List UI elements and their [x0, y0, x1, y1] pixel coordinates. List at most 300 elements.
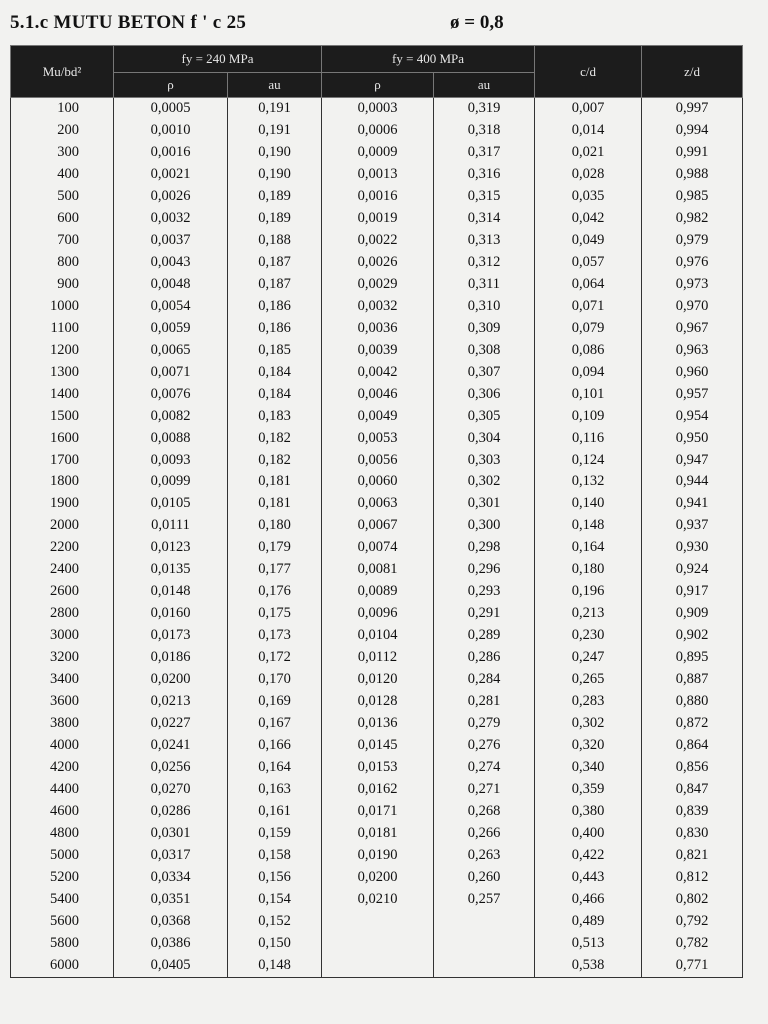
cell-mu: 2600 [11, 581, 114, 603]
cell-mu: 1100 [11, 318, 114, 340]
cell-rho-240: 0,0241 [114, 735, 228, 757]
cell-rho-400: 0,0049 [322, 406, 434, 428]
cell-rho-240: 0,0123 [114, 537, 228, 559]
cell-cd: 0,213 [535, 603, 642, 625]
cell-rho-400: 0,0036 [322, 318, 434, 340]
cell-zd: 0,771 [642, 955, 743, 977]
cell-au-400: 0,291 [434, 603, 535, 625]
table-row [11, 515, 743, 537]
table-row [11, 581, 743, 603]
cell-au-240: 0,156 [228, 867, 322, 889]
table-row [11, 142, 743, 164]
cell-cd: 0,109 [535, 406, 642, 428]
cell-au-240: 0,190 [228, 164, 322, 186]
cell-mu: 1000 [11, 296, 114, 318]
cell-mu: 600 [11, 208, 114, 230]
cell-au-240: 0,179 [228, 537, 322, 559]
col-header-au-240: au [228, 73, 322, 98]
table-row [11, 230, 743, 252]
cell-rho-400: 0,0026 [322, 252, 434, 274]
cell-zd: 0,994 [642, 120, 743, 142]
cell-au-240: 0,190 [228, 142, 322, 164]
cell-rho-400: 0,0190 [322, 845, 434, 867]
cell-cd: 0,164 [535, 537, 642, 559]
table-row [11, 625, 743, 647]
cell-cd: 0,116 [535, 428, 642, 450]
cell-au-400: 0,260 [434, 867, 535, 889]
col-header-mu: Mu/bd² [11, 46, 114, 98]
cell-au-240: 0,170 [228, 669, 322, 691]
cell-cd: 0,230 [535, 625, 642, 647]
cell-au-400: 0,266 [434, 823, 535, 845]
cell-rho-240: 0,0200 [114, 669, 228, 691]
cell-au-400: 0,308 [434, 340, 535, 362]
cell-cd: 0,021 [535, 142, 642, 164]
cell-au-240: 0,150 [228, 933, 322, 955]
cell-rho-240: 0,0032 [114, 208, 228, 230]
cell-zd: 0,979 [642, 230, 743, 252]
cell-au-400: 0,271 [434, 779, 535, 801]
cell-zd: 0,830 [642, 823, 743, 845]
cell-cd: 0,265 [535, 669, 642, 691]
cell-rho-240: 0,0005 [114, 98, 228, 120]
cell-mu: 5000 [11, 845, 114, 867]
cell-rho-240: 0,0016 [114, 142, 228, 164]
cell-mu: 5800 [11, 933, 114, 955]
cell-au-400: 0,316 [434, 164, 535, 186]
cell-cd: 0,513 [535, 933, 642, 955]
cell-au-400: 0,314 [434, 208, 535, 230]
cell-rho-240: 0,0286 [114, 801, 228, 823]
cell-rho-400: 0,0145 [322, 735, 434, 757]
table-row [11, 867, 743, 889]
cell-au-400: 0,279 [434, 713, 535, 735]
table-row [11, 493, 743, 515]
cell-au-240: 0,175 [228, 603, 322, 625]
cell-mu: 400 [11, 164, 114, 186]
cell-rho-400: 0,0046 [322, 384, 434, 406]
cell-rho-400: 0,0032 [322, 296, 434, 318]
cell-au-240: 0,180 [228, 515, 322, 537]
table-row [11, 955, 743, 977]
cell-rho-400: 0,0003 [322, 98, 434, 120]
cell-rho-240: 0,0227 [114, 713, 228, 735]
cell-au-240: 0,154 [228, 889, 322, 911]
table-row [11, 296, 743, 318]
cell-rho-240: 0,0093 [114, 450, 228, 472]
table-row [11, 340, 743, 362]
cell-zd: 0,864 [642, 735, 743, 757]
cell-cd: 0,049 [535, 230, 642, 252]
cell-au-240: 0,166 [228, 735, 322, 757]
cell-zd: 0,917 [642, 581, 743, 603]
cell-mu: 800 [11, 252, 114, 274]
cell-au-400: 0,304 [434, 428, 535, 450]
cell-cd: 0,340 [535, 757, 642, 779]
design-table [10, 45, 743, 978]
col-header-rho-240: ρ [114, 73, 228, 98]
cell-au-400: 0,318 [434, 120, 535, 142]
cell-zd: 0,954 [642, 406, 743, 428]
cell-cd: 0,489 [535, 911, 642, 933]
cell-rho-400: 0,0210 [322, 889, 434, 911]
cell-mu: 200 [11, 120, 114, 142]
cell-au-400: 0,317 [434, 142, 535, 164]
cell-zd: 0,839 [642, 801, 743, 823]
col-header-zd: z/d [642, 46, 743, 98]
cell-rho-240: 0,0010 [114, 120, 228, 142]
cell-rho-400: 0,0120 [322, 669, 434, 691]
cell-au-240: 0,177 [228, 559, 322, 581]
cell-rho-400: 0,0013 [322, 164, 434, 186]
table-row [11, 911, 743, 933]
cell-mu: 1300 [11, 362, 114, 384]
cell-mu: 6000 [11, 955, 114, 977]
cell-cd: 0,359 [535, 779, 642, 801]
cell-mu: 2200 [11, 537, 114, 559]
cell-au-240: 0,189 [228, 208, 322, 230]
cell-rho-400: 0,0009 [322, 142, 434, 164]
cell-zd: 0,957 [642, 384, 743, 406]
cell-cd: 0,140 [535, 493, 642, 515]
cell-zd: 0,880 [642, 691, 743, 713]
cell-cd: 0,148 [535, 515, 642, 537]
cell-rho-400: 0,0019 [322, 208, 434, 230]
table-row [11, 669, 743, 691]
cell-au-400 [434, 955, 535, 977]
cell-cd: 0,466 [535, 889, 642, 911]
table-row [11, 252, 743, 274]
cell-mu: 1400 [11, 384, 114, 406]
cell-mu: 3200 [11, 647, 114, 669]
cell-au-240: 0,161 [228, 801, 322, 823]
cell-rho-400: 0,0067 [322, 515, 434, 537]
cell-rho-240: 0,0148 [114, 581, 228, 603]
cell-zd: 0,812 [642, 867, 743, 889]
cell-au-400: 0,268 [434, 801, 535, 823]
cell-rho-240: 0,0160 [114, 603, 228, 625]
cell-rho-400: 0,0171 [322, 801, 434, 823]
cell-mu: 4400 [11, 779, 114, 801]
cell-zd: 0,997 [642, 98, 743, 120]
table-row [11, 208, 743, 230]
cell-rho-240: 0,0334 [114, 867, 228, 889]
cell-zd: 0,985 [642, 186, 743, 208]
cell-rho-240: 0,0065 [114, 340, 228, 362]
cell-mu: 3000 [11, 625, 114, 647]
table-row [11, 537, 743, 559]
cell-rho-400: 0,0016 [322, 186, 434, 208]
cell-mu: 3800 [11, 713, 114, 735]
cell-rho-400: 0,0029 [322, 274, 434, 296]
cell-mu: 4800 [11, 823, 114, 845]
cell-au-400: 0,293 [434, 581, 535, 603]
cell-au-400: 0,298 [434, 537, 535, 559]
cell-zd: 0,991 [642, 142, 743, 164]
cell-mu: 900 [11, 274, 114, 296]
cell-au-240: 0,167 [228, 713, 322, 735]
cell-rho-240: 0,0054 [114, 296, 228, 318]
cell-mu: 100 [11, 98, 114, 120]
cell-au-240: 0,188 [228, 230, 322, 252]
cell-zd: 0,924 [642, 559, 743, 581]
cell-rho-400: 0,0128 [322, 691, 434, 713]
cell-rho-400: 0,0181 [322, 823, 434, 845]
cell-rho-240: 0,0317 [114, 845, 228, 867]
cell-rho-240: 0,0076 [114, 384, 228, 406]
cell-mu: 1500 [11, 406, 114, 428]
cell-rho-240: 0,0270 [114, 779, 228, 801]
cell-rho-240: 0,0043 [114, 252, 228, 274]
table-row [11, 647, 743, 669]
cell-zd: 0,895 [642, 647, 743, 669]
cell-zd: 0,792 [642, 911, 743, 933]
cell-cd: 0,057 [535, 252, 642, 274]
cell-zd: 0,872 [642, 713, 743, 735]
cell-rho-400: 0,0136 [322, 713, 434, 735]
cell-cd: 0,124 [535, 450, 642, 472]
cell-rho-400: 0,0112 [322, 647, 434, 669]
cell-cd: 0,247 [535, 647, 642, 669]
cell-cd: 0,094 [535, 362, 642, 384]
cell-au-400 [434, 911, 535, 933]
cell-zd: 0,950 [642, 428, 743, 450]
col-header-au-400: au [434, 73, 535, 98]
cell-cd: 0,400 [535, 823, 642, 845]
cell-mu: 1600 [11, 428, 114, 450]
cell-zd: 0,847 [642, 779, 743, 801]
cell-cd: 0,086 [535, 340, 642, 362]
cell-cd: 0,380 [535, 801, 642, 823]
cell-cd: 0,071 [535, 296, 642, 318]
cell-mu: 500 [11, 186, 114, 208]
cell-cd: 0,283 [535, 691, 642, 713]
cell-zd: 0,941 [642, 493, 743, 515]
cell-rho-240: 0,0105 [114, 493, 228, 515]
table-body [11, 98, 743, 978]
cell-mu: 4600 [11, 801, 114, 823]
cell-zd: 0,970 [642, 296, 743, 318]
cell-rho-240: 0,0059 [114, 318, 228, 340]
cell-rho-240: 0,0351 [114, 889, 228, 911]
title-row [10, 8, 750, 42]
cell-au-400: 0,311 [434, 274, 535, 296]
cell-rho-240: 0,0082 [114, 406, 228, 428]
cell-cd: 0,302 [535, 713, 642, 735]
cell-au-240: 0,176 [228, 581, 322, 603]
cell-au-400: 0,306 [434, 384, 535, 406]
cell-au-240: 0,164 [228, 757, 322, 779]
cell-zd: 0,821 [642, 845, 743, 867]
table-row [11, 691, 743, 713]
cell-au-240: 0,172 [228, 647, 322, 669]
cell-rho-240: 0,0173 [114, 625, 228, 647]
cell-rho-400: 0,0089 [322, 581, 434, 603]
table-row [11, 933, 743, 955]
cell-cd: 0,180 [535, 559, 642, 581]
table-row [11, 735, 743, 757]
cell-au-240: 0,148 [228, 955, 322, 977]
cell-au-240: 0,173 [228, 625, 322, 647]
cell-mu: 2800 [11, 603, 114, 625]
cell-au-400: 0,281 [434, 691, 535, 713]
cell-au-400: 0,289 [434, 625, 535, 647]
cell-au-400: 0,313 [434, 230, 535, 252]
cell-zd: 0,976 [642, 252, 743, 274]
col-header-rho-400: ρ [322, 73, 434, 98]
cell-au-400: 0,310 [434, 296, 535, 318]
cell-rho-240: 0,0088 [114, 428, 228, 450]
cell-au-240: 0,191 [228, 98, 322, 120]
table-row [11, 318, 743, 340]
cell-mu: 5400 [11, 889, 114, 911]
cell-rho-240: 0,0026 [114, 186, 228, 208]
cell-zd: 0,947 [642, 450, 743, 472]
col-header-fy240: fy = 240 MPa [114, 46, 322, 73]
cell-rho-400: 0,0056 [322, 450, 434, 472]
col-header-fy400: fy = 400 MPa [322, 46, 535, 73]
cell-rho-400 [322, 933, 434, 955]
cell-rho-240: 0,0037 [114, 230, 228, 252]
cell-zd: 0,944 [642, 471, 743, 493]
cell-rho-240: 0,0021 [114, 164, 228, 186]
cell-au-400: 0,257 [434, 889, 535, 911]
cell-au-400: 0,312 [434, 252, 535, 274]
cell-cd: 0,014 [535, 120, 642, 142]
cell-au-400: 0,319 [434, 98, 535, 120]
cell-au-240: 0,181 [228, 471, 322, 493]
table-row [11, 471, 743, 493]
cell-au-400: 0,315 [434, 186, 535, 208]
table-title: 5.1.c MUTU BETON f ' c 25 [10, 12, 247, 33]
cell-rho-240: 0,0048 [114, 274, 228, 296]
cell-rho-240: 0,0111 [114, 515, 228, 537]
cell-rho-400: 0,0153 [322, 757, 434, 779]
cell-rho-240: 0,0213 [114, 691, 228, 713]
cell-au-240: 0,183 [228, 406, 322, 428]
cell-au-400: 0,286 [434, 647, 535, 669]
cell-rho-400: 0,0006 [322, 120, 434, 142]
cell-au-400: 0,303 [434, 450, 535, 472]
table-row [11, 845, 743, 867]
cell-au-240: 0,181 [228, 493, 322, 515]
cell-rho-400 [322, 955, 434, 977]
table-row [11, 889, 743, 911]
cell-zd: 0,988 [642, 164, 743, 186]
cell-rho-400: 0,0096 [322, 603, 434, 625]
col-header-cd: c/d [535, 46, 642, 98]
cell-cd: 0,042 [535, 208, 642, 230]
cell-au-400: 0,296 [434, 559, 535, 581]
cell-au-240: 0,184 [228, 384, 322, 406]
cell-cd: 0,079 [535, 318, 642, 340]
cell-au-400: 0,263 [434, 845, 535, 867]
cell-au-240: 0,163 [228, 779, 322, 801]
cell-zd: 0,963 [642, 340, 743, 362]
cell-zd: 0,782 [642, 933, 743, 955]
table-row [11, 406, 743, 428]
cell-rho-400: 0,0042 [322, 362, 434, 384]
cell-au-400: 0,302 [434, 471, 535, 493]
table-row [11, 274, 743, 296]
cell-rho-400: 0,0039 [322, 340, 434, 362]
cell-rho-240: 0,0405 [114, 955, 228, 977]
cell-au-240: 0,159 [228, 823, 322, 845]
cell-au-400: 0,300 [434, 515, 535, 537]
cell-au-240: 0,187 [228, 274, 322, 296]
cell-zd: 0,887 [642, 669, 743, 691]
cell-cd: 0,196 [535, 581, 642, 603]
cell-rho-400: 0,0074 [322, 537, 434, 559]
cell-au-240: 0,158 [228, 845, 322, 867]
cell-mu: 1900 [11, 493, 114, 515]
cell-mu: 1700 [11, 450, 114, 472]
cell-rho-400: 0,0162 [322, 779, 434, 801]
cell-mu: 300 [11, 142, 114, 164]
cell-au-240: 0,184 [228, 362, 322, 384]
cell-rho-240: 0,0186 [114, 647, 228, 669]
table-row [11, 757, 743, 779]
cell-cd: 0,422 [535, 845, 642, 867]
cell-zd: 0,802 [642, 889, 743, 911]
cell-au-240: 0,152 [228, 911, 322, 933]
cell-au-240: 0,187 [228, 252, 322, 274]
cell-rho-240: 0,0368 [114, 911, 228, 933]
cell-au-400: 0,301 [434, 493, 535, 515]
cell-mu: 4000 [11, 735, 114, 757]
cell-cd: 0,007 [535, 98, 642, 120]
cell-au-240: 0,182 [228, 450, 322, 472]
cell-mu: 700 [11, 230, 114, 252]
cell-rho-400: 0,0104 [322, 625, 434, 647]
cell-mu: 1800 [11, 471, 114, 493]
cell-rho-400: 0,0063 [322, 493, 434, 515]
cell-rho-240: 0,0386 [114, 933, 228, 955]
cell-mu: 4200 [11, 757, 114, 779]
cell-zd: 0,930 [642, 537, 743, 559]
cell-au-240: 0,182 [228, 428, 322, 450]
table-row [11, 384, 743, 406]
table-row [11, 164, 743, 186]
table-row [11, 559, 743, 581]
cell-zd: 0,937 [642, 515, 743, 537]
cell-au-400: 0,274 [434, 757, 535, 779]
cell-au-240: 0,185 [228, 340, 322, 362]
cell-cd: 0,028 [535, 164, 642, 186]
cell-rho-240: 0,0256 [114, 757, 228, 779]
table-row [11, 823, 743, 845]
table-row [11, 450, 743, 472]
cell-rho-400: 0,0200 [322, 867, 434, 889]
cell-rho-400: 0,0060 [322, 471, 434, 493]
cell-cd: 0,101 [535, 384, 642, 406]
table-row [11, 603, 743, 625]
table-row [11, 779, 743, 801]
table-row [11, 713, 743, 735]
cell-zd: 0,909 [642, 603, 743, 625]
cell-au-400: 0,307 [434, 362, 535, 384]
cell-zd: 0,902 [642, 625, 743, 647]
table-row [11, 362, 743, 384]
cell-au-400: 0,276 [434, 735, 535, 757]
cell-mu: 2400 [11, 559, 114, 581]
table-row [11, 428, 743, 450]
cell-au-400: 0,309 [434, 318, 535, 340]
cell-zd: 0,982 [642, 208, 743, 230]
cell-rho-400: 0,0053 [322, 428, 434, 450]
table-row [11, 801, 743, 823]
table-row [11, 98, 743, 120]
